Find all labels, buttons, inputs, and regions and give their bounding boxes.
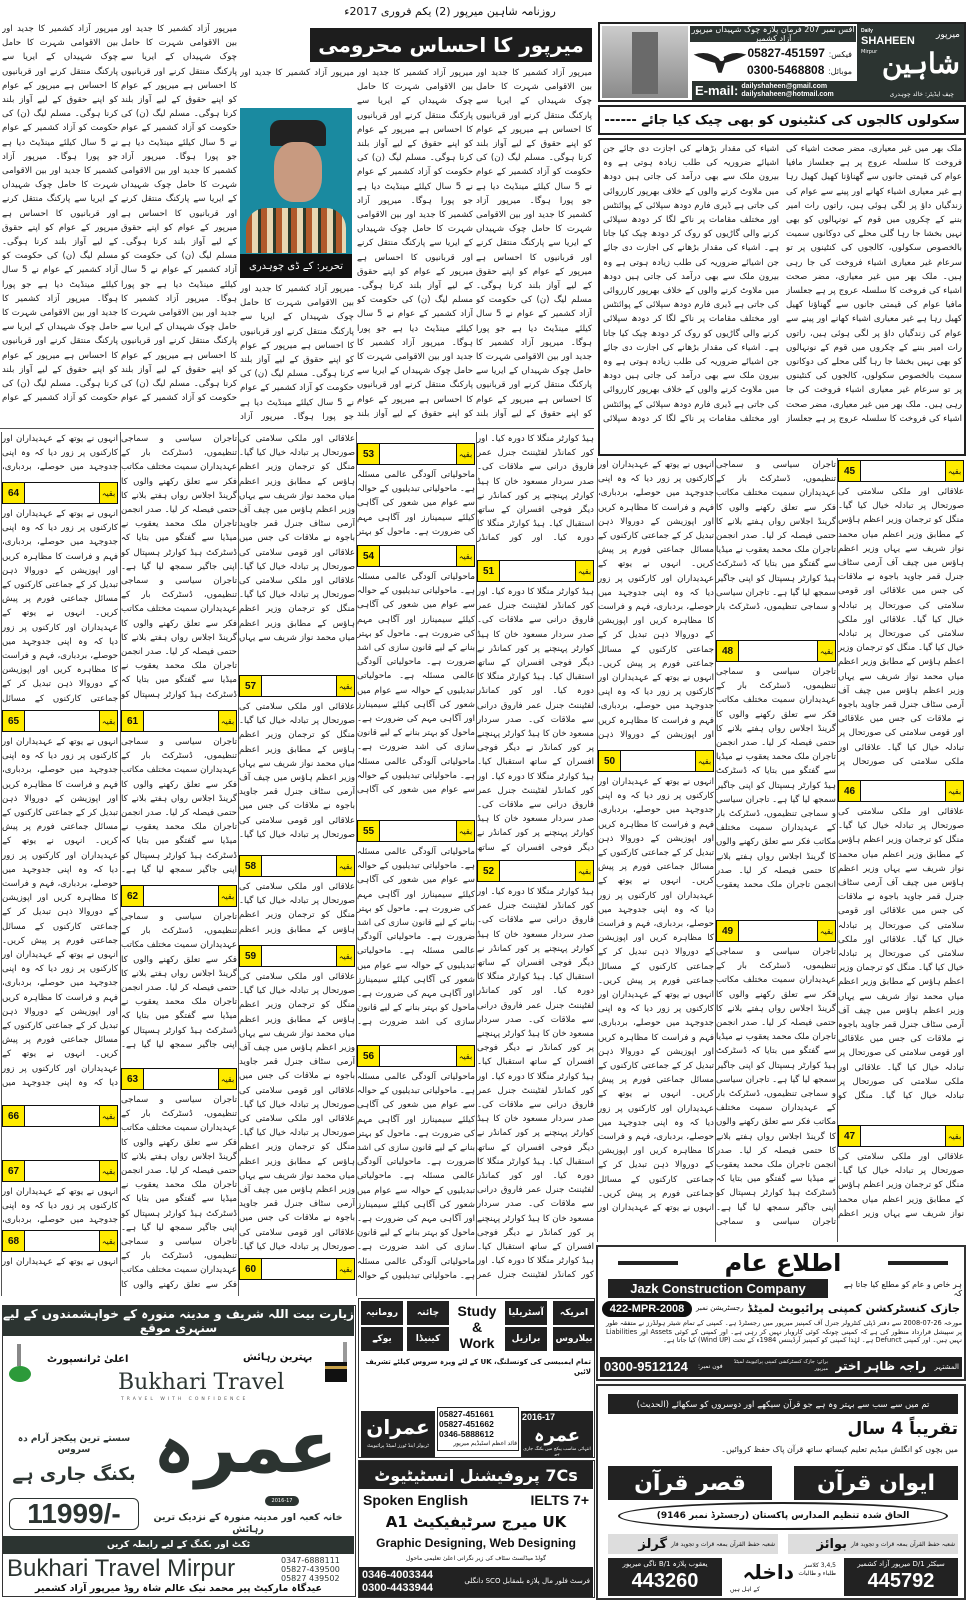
author-photo xyxy=(240,108,352,278)
continued-box[interactable] xyxy=(838,1125,964,1147)
continued-label: بقیہ xyxy=(456,444,474,464)
continued-label: بقیہ xyxy=(575,561,593,581)
feature-column: میرپور آزاد کشمیر کا جدید اور بین الاقوامی شہرت کا حامل چوک شہیداں کے ایریا سے پارکنگ منتقل کرنے اور قربانیوں کا احساس ہے میرپور کے عوام کو اپنے حقوق کے لیے آواز بلند کرنا ہوگی۔ مسلم لیگ (ن) کی حکومت کو آزاد کشمیر کے عوام نے 5 سال کیلئے مینڈیٹ دیا ہے جو پورا ہوگا۔ میرپور آزاد xyxy=(240,284,354,422)
quran-lead: تقریباً 4 سال میں بچوں کو انگلش میڈیم تعلیم کیساتھ ساتھ قرآن پاک حفظ کروائیں۔ xyxy=(721,1419,958,1454)
masthead-logo xyxy=(857,24,964,100)
email-box: E-mail: dailyshaheen@gmail.com dailyshaheen@hotmail.com xyxy=(692,81,860,100)
continued-number: 67 xyxy=(3,1161,25,1181)
girls-section: شعبہ حفظ القرآن بمعہ قرات و تجوید فار گرلز xyxy=(608,1534,778,1554)
country-tile: آسٹریلیا xyxy=(505,1301,547,1325)
sevencs-ad xyxy=(358,1460,595,1598)
continued-box[interactable] xyxy=(477,860,594,882)
reg-number: 422-MPR-2008 xyxy=(602,1301,692,1317)
branch-2: یعقوب پلازہ B/1 ناگی میرپور 443260 xyxy=(608,1558,722,1596)
continued-label: بقیہ xyxy=(575,861,593,881)
continued-box[interactable] xyxy=(121,1068,237,1090)
feature-column: میرپور آزاد کشمیر کا جدید اور بین الاقوامی شہرت کا حامل چوک شہیداں کے ایریا سے پارکنگ منتقل کرنے اور قربانیوں کا احساس ہے میرپور کے عوام کو اپنے حقوق کے لیے آواز بلند کرنا ہوگی۔ مسلم لیگ (ن) کی حکومت کو آزاد کشمیر کے عوام نے 5 سال کیلئے مینڈیٹ دیا ہے جو پورا ہوگا۔ میرپور آزاد کشمیر کا جدید اور بین الاقوامی شہرت کا حامل چوک شہیداں کے ایریا سے پارکنگ منتقل کرنے اور قربانیوں کا احساس ہے میرپور کے عوام کو اپنے حقوق کے لیے آواز بلند کرنا ہوگی۔ مسلم لیگ (ن) کی حکومت کو آزاد کشمیر کے عوام نے 5 سال کیلئے مینڈیٹ دیا ہے جو پورا ہوگا۔ میرپور آزاد کشمیر کا جدید اور بین الاقوامی شہرت کا حامل چوک شہیداں کے ایریا سے پارکنگ منتقل کرنے اور قربانیوں کا احساس ہے میرپور کے عوام کو اپنے حقوق کے لیے آواز بلند xyxy=(357,68,473,419)
continued-box[interactable] xyxy=(716,920,836,942)
continued-label: بقیہ xyxy=(99,711,117,731)
continued-number: 53 xyxy=(358,444,380,464)
news-column: ہیڈ کوارٹر منگلا کا دورہ کیا۔ اور کور کمانڈر لفٹیننٹ جنرل عمر فاروق درانی سے ملاقات کی۔ صدر سردار مسعود خان کا ہیڈ کوارٹر پہنچنے پر کور کمانڈر نے دیگر فوجی افسران کے ساتھ استقبال کیا۔ ہیڈ کوارٹر منگلا کا دورہ کیا۔ اور کور کمانڈر لفٹیننٹ جنرل عمر فاروق درانی سے ملاقات کی۔ صدر سردار مسعود خان کا ہیڈ کوارٹر پہنچنے پر کور کمانڈر نے دیگر فوجی افسران کے ساتھ استقبال کیا۔ ہیڈ کوارٹر منگلا کا دورہ کیا۔ اور کور کمانڈر لفٹیننٹ جنرل عمر فاروق درانی سے ملاقات کی۔ صدر سردار مسعود خان کا ہیڈ کوارٹر پہنچنے پر کور کمانڈر نے دیگر فوجی افسران کے ساتھ xyxy=(477,587,594,853)
kaaba-icon xyxy=(325,1342,351,1382)
news-column: ماحولیاتی آلودگی عالمی مسئلہ ہے۔ ماحولیاتی تبدیلیوں کے حوالہ سے عوام میں شعور کی آگاہی کیلئے سیمینارز اور آگاہی مہم کی ضرورت ہے۔ ماحول کو بہتر بنانے کے لیے قانون سازی کی اشد ضرورت ہے۔ ماحولیاتی آلودگی عالمی مسئلہ ہے۔ ماحولیاتی تبدیلیوں کے حوالہ سے عوام میں شعور کی آگاہی کیلئے سیمینارز اور آگاہی مہم کی ضرورت ہے۔ ماحول کو بہتر بنانے کے لیے قانون سازی کی اشد ضرورت ہے۔ ماحولیاتی آلودگی عالمی مسئلہ ہے۔ ماحولیاتی تبدیلیوں کے حوالہ xyxy=(357,1072,475,1281)
continued-label: بقیہ xyxy=(945,1126,963,1146)
near-haram: خانہ کعبہ اور مدینہ منورہ کے نزدیک ترین رہائش xyxy=(153,1512,343,1535)
affiliation: الحاق شدہ تنظیم المدارس پاکستان (رجسٹرڈ نمبر 9146) xyxy=(618,1502,948,1530)
country-tile: بیلاروس xyxy=(553,1327,595,1351)
continued-box[interactable] xyxy=(716,640,836,662)
branch-1-phone: 445792 xyxy=(867,1570,935,1592)
news-column: تاجران سیاسی و سماجی تنظیموں، ڈسٹرکٹ بار کے عہدیداران سمیت مختلف مکاتب فکر سے تعلق رکھنے والوں کا گرینڈ اجلاس رواں ہفتے بلانے کا حتمی فیصلہ کر لیا۔ صدر انجمن تاجران ملک محمد یعقوب نے میڈیا سے گفتگو میں بتایا کہ ڈسٹرکٹ ہیڈ کوارٹر ہسپتال کو اپنی جاگیر سمجھ لیا گیا ہے۔ تاجران سیاسی و سماجی تنظیموں، ڈسٹرکٹ بار کے عہدیداران سمیت مختلف مکاتب فکر سے تعلق رکھنے والوں کا گرینڈ اجلاس رواں ہفتے بلانے کا حتمی فیصلہ کر لیا۔ صدر انجمن تاجران ملک محمد یعقوب نے میڈیا سے گفتگو میں بتایا کہ ڈسٹرکٹ ہیڈ کوارٹر ہسپتال کو xyxy=(121,434,237,700)
boys-section: شعبہ حفظ القرآن بمعہ قرات و تجوید فار بوائز xyxy=(788,1534,958,1554)
continued-number: 49 xyxy=(717,921,739,941)
country-tile: چائنہ xyxy=(407,1301,449,1325)
country-tile: کینیڈا xyxy=(407,1327,449,1351)
sevencs-line4: Graphic Designing, Web Designing xyxy=(376,1536,576,1550)
continued-number: 68 xyxy=(3,1231,25,1251)
continued-label: بقیہ xyxy=(336,856,354,876)
continued-number: 56 xyxy=(358,1046,380,1066)
continued-label: بقیہ xyxy=(336,946,354,966)
logo-ur: شاہین xyxy=(881,47,960,80)
continued-box[interactable] xyxy=(2,1105,118,1127)
accommodation: بہترین رہائش xyxy=(243,1352,313,1363)
continued-box[interactable] xyxy=(357,545,475,567)
fax-line: فیکس: 05827-451597 xyxy=(747,46,852,60)
continued-box[interactable] xyxy=(357,1045,475,1067)
news-column: تاجران سیاسی و سماجی تنظیموں، ڈسٹرکٹ بار کے عہدیداران سمیت مختلف مکاتب فکر سے تعلق رکھنے والوں کا گرینڈ اجلاس رواں ہفتے بلانے کا حتمی فیصلہ کر لیا۔ صدر انجمن تاجران ملک محمد یعقوب نے میڈیا سے گفتگو میں بتایا کہ ڈسٹرکٹ ہیڈ کوارٹر ہسپتال کو اپنی جاگیر سمجھ لیا گیا ہے۔ تاجران سیاسی و سماجی تنظیموں، ڈسٹرکٹ بار کے عہدیداران سمیت مختلف مکاتب فکر سے تعلق رکھنے والوں کا xyxy=(121,1095,237,1290)
news-column: علاقائی اور ملکی سلامتی کی صورتحال پر تبادلہ خیال کیا گیا۔ منگل کو ترجمان وزیر اعظم ہاؤس کے مطابق وزیر اعظم میاں محمد نواز شریف سے یہاں وزیر اعظم ہاؤس میں چیف آف آرمی سٹاف جنرل قمر جاوید باجوہ نے ملاقات کی جس میں علاقائی اور قومی سلامتی کی صورتحال پر تبادلہ خیال کیا گیا۔ xyxy=(239,702,355,840)
bukhari-logo: Bukhari Travel xyxy=(118,1370,285,1395)
continued-label: بقیہ xyxy=(99,1231,117,1251)
continued-label: بقیہ xyxy=(456,821,474,841)
news-column: ماحولیاتی آلودگی عالمی مسئلہ ہے۔ ماحولیاتی تبدیلیوں کے حوالہ سے عوام میں شعور کی آگاہی کیلئے سیمینارز اور آگاہی مہم کی ضرورت ہے۔ ماحول کو بہتر xyxy=(357,470,475,537)
news-column: انہوں نے یوتھ کے عہدیداران اور کارکنوں پر زور دیا کہ وہ اپنی جدوجہد میں حوصلے، بردباری، فہم و فراست کا مظاہرہ کریں اور اپوزیشن کے دوروالا ذہن تبدیل کر کے جماعتی کارکنوں کے مسائل جماعتی فورم پر پیش کریں۔ انہوں نے یوتھ کے عہدیداران اور کارکنوں پر زور دیا کہ وہ اپنی جدوجہد میں حوصلے، بردباری، فہم و فراست کا مظاہرہ کریں اور اپوزیشن کے دوروالا ذہن تبدیل کر کے جماعتی کارکنوں کے مسائل جماعتی فورم پر پیش کریں۔ انہوں نے یوتھ کے عہدیداران اور کارکنوں پر زور دیا کہ وہ اپنی جدوجہد میں حوصلے، بردباری، فہم و فراست کا مظاہرہ کریں اور اپوزیشن کے دوروالا ذہن تبدیل کر کے جماعتی کارکنوں کے مسائل جماعتی فورم پر پیش کریں۔ انہوں نے یوتھ کے عہدیداران اور کارکنوں پر زور دیا کہ وہ اپنی جدوجہد میں xyxy=(2,737,118,1088)
news-column: تاجران سیاسی و سماجی تنظیموں، ڈسٹرکٹ بار کے عہدیداران سمیت مختلف مکاتب فکر سے تعلق رکھنے والوں کا گرینڈ اجلاس رواں ہفتے بلانے کا حتمی فیصلہ کر لیا۔ صدر انجمن تاجران ملک محمد یعقوب نے میڈیا سے گفتگو میں بتایا کہ ڈسٹرکٹ ہیڈ کوارٹر ہسپتال کو اپنی جاگیر سمجھ لیا گیا ہے۔ تاجران سیاسی و سماجی تنظیموں، ڈسٹرکٹ بار کے عہدیداران سمیت مختلف مکاتب فکر سے تعلق رکھنے والوں کا گرینڈ اجلاس رواں ہفتے بلانے کا حتمی فیصلہ کر لیا۔ صدر انجمن تاجران ملک محمد یعقوب xyxy=(716,667,836,891)
continued-label: بقیہ xyxy=(336,676,354,696)
continued-number: 58 xyxy=(240,856,262,876)
logo-city: Mirpur xyxy=(861,49,878,55)
country-tile: امریکہ xyxy=(553,1301,595,1325)
office-address: آفس نمبر 207 فرمان پلازہ چوک شہیداں میرپور آزاد کشمیر xyxy=(691,25,855,43)
branch-1: سیکٹر D/1 میرپور آزاد کشمیر 445792 xyxy=(844,1558,958,1596)
contact-banner: ٹکٹ اور بکنگ کے لیے رابطہ کریں xyxy=(3,1536,354,1554)
news-column: ہیڈ کوارٹر منگلا کا دورہ کیا۔ اور کور کمانڈر لفٹیننٹ جنرل عمر فاروق درانی سے ملاقات کی۔ صدر سردار مسعود خان کا ہیڈ کوارٹر پہنچنے پر کور کمانڈر نے دیگر فوجی افسران کے ساتھ استقبال کیا۔ ہیڈ کوارٹر منگلا کا دورہ کیا۔ اور کور کمانڈر xyxy=(477,434,594,544)
country-tile: رومانیہ xyxy=(361,1301,403,1325)
continued-number: 57 xyxy=(240,676,262,696)
study-strip: تمام ایمبیسی کی کونسلنگ، UK کے لئے ویزہ سروس کیلئے تشریف لائیں xyxy=(365,1358,591,1376)
advertiser-phone: 0300-9512124 xyxy=(604,1359,688,1374)
boys-label: بوائز xyxy=(816,1536,848,1552)
logo-en: SHAHEEN xyxy=(861,35,915,47)
news-column: انہوں نے یوتھ کے عہدیداران اور کارکنوں پر زور دیا کہ وہ اپنی جدوجہد میں حوصلے، بردباری، xyxy=(2,434,118,473)
imran-brand: عمران ٹریولز اینڈ ٹورز لمیٹڈ پرائیویٹ xyxy=(361,1411,435,1457)
masthead xyxy=(598,22,966,102)
booking-open: بکنگ جاری ہے xyxy=(12,1464,136,1485)
umrah-season: 2016-17 xyxy=(265,1496,299,1506)
hadith-banner: تم میں سے سب سے بہتر وہ ہے جو قرآن سیکھے اور دوسروں کو سکھائے (الحدیث) xyxy=(608,1394,958,1414)
continued-box[interactable] xyxy=(357,820,475,842)
sevencs-note: گولڈ میڈلسٹ سٹاف کی زیر نگرانی اعلیٰ تعلیمی ماحول xyxy=(406,1555,546,1562)
school-name-2: قصر قرآن xyxy=(608,1466,772,1500)
advertiser-name: راجہ ظاہر اختر xyxy=(835,1359,926,1373)
continued-box[interactable] xyxy=(121,710,237,732)
monument-photo xyxy=(602,26,688,98)
news-column: ہیڈ کوارٹر منگلا کا دورہ کیا۔ اور کور کمانڈر لفٹیننٹ جنرل عمر فاروق درانی سے ملاقات کی۔ صدر سردار مسعود خان کا ہیڈ کوارٹر پہنچنے پر کور کمانڈر نے دیگر فوجی افسران کے ساتھ استقبال کیا۔ ہیڈ کوارٹر منگلا کا دورہ کیا۔ اور کور کمانڈر لفٹیننٹ جنرل عمر فاروق درانی سے ملاقات کی۔ صدر سردار مسعود خان کا ہیڈ کوارٹر پہنچنے پر کور کمانڈر نے دیگر فوجی افسران کے ساتھ استقبال کیا۔ ہیڈ کوارٹر منگلا کا دورہ کیا۔ اور کور کمانڈر لفٹیننٹ جنرل عمر فاروق درانی سے ملاقات کی۔ صدر سردار مسعود خان کا ہیڈ کوارٹر پہنچنے پر کور کمانڈر نے دیگر فوجی افسران کے ساتھ استقبال کیا۔ ہیڈ کوارٹر منگلا کا دورہ کیا۔ اور کور کمانڈر لفٹیننٹ جنرل عمر فاروق درانی سے ملاقات کی۔ صدر سردار مسعود خان کا ہیڈ کوارٹر پہنچنے پر کور کمانڈر نے دیگر فوجی افسران کے ساتھ استقبال کیا۔ ہیڈ کوارٹر منگلا کا دورہ کیا۔ اور کور کمانڈر لفٹیننٹ جنرل عمر xyxy=(477,887,594,1281)
news-column: علاقائی اور ملکی سلامتی کی صورتحال پر تبادلہ خیال کیا گیا۔ منگل کو ترجمان وزیر اعظم ہاؤس کے مطابق وزیر اعظم میاں محمد نواز شریف سے یہاں وزیر اعظم ہاؤس میں چیف آف آرمی سٹاف جنرل قمر جاوید باجوہ نے ملاقات کی جس میں علاقائی اور قومی سلامتی کی صورتحال پر تبادلہ خیال کیا گیا۔ علاقائی اور ملکی سلامتی کی صورتحال پر تبادلہ خیال کیا گیا۔ منگل کو ترجمان وزیر اعظم ہاؤس کے مطابق وزیر اعظم میاں محمد نواز شریف سے یہاں وزیر اعظم ہاؤس میں چیف آف آرمی سٹاف جنرل قمر جاوید باجوہ نے ملاقات کی جس میں علاقائی اور قومی سلامتی کی صورتحال پر تبادلہ خیال کیا گیا۔ علاقائی اور ملکی سلامتی کی صورتحال پر تبادلہ خیال کیا گیا۔ منگل کو xyxy=(838,807,964,1102)
continued-box[interactable] xyxy=(121,885,237,907)
continued-label: بقیہ xyxy=(218,711,236,731)
continued-label: بقیہ xyxy=(945,461,963,481)
continued-number: 45 xyxy=(839,461,861,481)
news-column: ماحولیاتی آلودگی عالمی مسئلہ ہے۔ ماحولیاتی تبدیلیوں کے حوالہ سے عوام میں شعور کی آگاہی کیلئے سیمینارز اور آگاہی مہم کی ضرورت ہے۔ ماحول کو بہتر بنانے کے لیے قانون سازی کی اشد ضرورت ہے۔ ماحولیاتی آلودگی عالمی مسئلہ ہے۔ ماحولیاتی تبدیلیوں کے حوالہ سے عوام میں شعور کی آگاہی کیلئے سیمینارز اور آگاہی مہم کی ضرورت ہے۔ ماحول کو بہتر بنانے کے لیے قانون سازی کی اشد ضرورت ہے۔ xyxy=(357,847,475,1028)
sevencs-line1: Spoken English IELTS 7+ xyxy=(363,1492,589,1508)
continued-box[interactable] xyxy=(2,1230,118,1252)
continued-box[interactable] xyxy=(239,1258,355,1280)
continued-label: بقیہ xyxy=(218,1069,236,1089)
bukhari-tagline: TRAVEL WITH CONFIDENCE xyxy=(121,1397,249,1402)
continued-label: بقیہ xyxy=(945,781,963,801)
continued-box[interactable] xyxy=(838,780,964,802)
logo-daily: Daily xyxy=(861,28,873,34)
reg-label: رجسٹریشن نمبر xyxy=(696,1304,744,1312)
sevencs-title: 7Cs پروفیشنل انسٹیٹیوٹ xyxy=(359,1461,593,1489)
umrah-travel-ad xyxy=(2,1305,356,1597)
news-column: انہوں نے یوتھ کے عہدیداران اور کارکنوں پر زور دیا کہ وہ اپنی جدوجہد میں حوصلے، بردباری، xyxy=(2,1187,118,1226)
continued-number: 50 xyxy=(599,751,621,771)
admission: داخلہ 3,4,5 کلاسز طلباء و طالبات کے اہل ہیں xyxy=(730,1560,836,1593)
study-work-label: Study & Work xyxy=(457,1303,497,1351)
branch-2-phone: 443260 xyxy=(631,1570,699,1592)
umrah-title: عمرہ xyxy=(153,1405,338,1489)
news-column: انہوں نے یوتھ کے عہدیداران اور کارکنوں پر زور دیا کہ وہ اپنی جدوجہد میں حوصلے، بردباری، فہم و فراست کا مظاہرہ کریں اور اپوزیشن کے دوروالا ذہن تبدیل کر کے جماعتی کارکنوں کے مسائل جماعتی فورم پر پیش کریں۔ انہوں نے یوتھ کے عہدیداران اور کارکنوں پر زور دیا کہ وہ اپنی جدوجہد میں حوصلے، بردباری، فہم و فراست کا مظاہرہ کریں اور اپوزیشن کے دوروالا ذہن تبدیل کر کے جماعتی کارکنوں کے مسائل جماعتی فورم پر پیش کریں۔ انہوں نے یوتھ کے عہدیداران اور کارکنوں پر زور دیا کہ وہ اپنی جدوجہد میں حوصلے، بردباری، فہم و فراست کا مظاہرہ کریں اور اپوزیشن کے دوروالا ذہن xyxy=(598,460,714,740)
continued-number: 64 xyxy=(3,483,25,503)
editorial-column-left: اشیاء کی مقدار بڑھانے کی اجازت دی جائے جن اشیائے ضروریہ کی طلب زیادہ ہوتی ہے وہ بیرون ملک سے بھی درآمد کی جاتی ہیں دودھ میں ملاوٹ کرنے والوں کے خلاف بھرپور کارروائی کی جاتی ہے ڈیری فارم دودھ سپلائی کے پوائنٹس اور مختلف مقامات پر ناکے لگا کر دودھ سپلائی کرنے والی گاڑیوں کو روک کر دودھ چیک کیا جاتا ہے۔ اشیاء کی مقدار بڑھانے کی اجازت دی جائے جن اشیائے ضروریہ کی طلب زیادہ ہوتی ہے وہ بیرون ملک سے بھی درآمد کی جاتی ہیں دودھ میں ملاوٹ کرنے والوں کے خلاف بھرپور کارروائی کی جاتی ہے ڈیری فارم دودھ سپلائی کے پوائنٹس اور مختلف مقامات پر ناکے لگا کر دودھ سپلائی کرنے والی گاڑیوں کو روک کر دودھ چیک کیا جاتا ہے۔ اشیاء کی مقدار بڑھانے کی اجازت دی جائے جن اشیائے ضروریہ کی طلب زیادہ ہوتی ہے وہ بیرون ملک سے بھی درآمد کی جاتی ہیں دودھ میں ملاوٹ کرنے والوں کے خلاف بھرپور کارروائی کی جاتی ہے ڈیری فارم دودھ سپلائی کے پوائنٹس اور مختلف مقامات پر ناکے لگا کر دودھ سپلائی xyxy=(603,144,779,424)
continued-number: 61 xyxy=(122,711,144,731)
notice-intro: ہر خاص و عام کو مطلع کیا جاتا ہے کہ xyxy=(843,1280,962,1298)
continued-box[interactable] xyxy=(2,1160,118,1182)
feature-title: میرپور کا احساس محرومی xyxy=(310,28,592,62)
news-column: انہوں نے یوتھ کے عہدیداران اور کارکنوں پر زور دیا کہ وہ اپنی جدوجہد میں حوصلے، بردباری، فہم و فراست کا مظاہرہ کریں اور اپوزیشن کے دوروالا ذہن تبدیل کر کے جماعتی کارکنوں کے مسائل جماعتی فورم پر پیش کریں۔ انہوں نے یوتھ کے عہدیداران اور کارکنوں پر زور دیا کہ وہ اپنی جدوجہد میں حوصلے، بردباری، فہم و فراست کا مظاہرہ کریں اور اپوزیشن کے دوروالا ذہن تبدیل کر کے جماعتی کارکنوں کے مسائل جماعتی فورم پر پیش کریں۔ انہوں نے یوتھ کے عہدیداران اور کارکنوں پر زور دیا کہ وہ اپنی جدوجہد میں حوصلے، بردباری، فہم و فراست کا مظاہرہ کریں اور اپوزیشن کے دوروالا ذہن تبدیل کر کے جماعتی کارکنوں کے مسائل جماعتی فورم پر پیش کریں۔ انہوں نے یوتھ کے عہدیداران اور کارکنوں پر زور دیا کہ وہ اپنی جدوجہد میں حوصلے، بردباری، فہم و فراست کا مظاہرہ کریں اور اپوزیشن کے دوروالا ذہن تبدیل کر کے جماعتی کارکنوں کے مسائل جماعتی فورم پر پیش کریں۔ انہوں نے یوتھ کے عہدیداران اور xyxy=(598,777,714,1214)
continued-box[interactable] xyxy=(598,750,714,772)
continued-label: بقیہ xyxy=(336,1259,354,1279)
school-name-1: ایوان قرآن xyxy=(794,1466,958,1500)
news-column: علاقائی اور ملکی سلامتی کی صورتحال پر تبادلہ خیال کیا گیا۔ منگل کو ترجمان وزیر اعظم ہاؤس کے مطابق وزیر اعظم میاں محمد نواز شریف سے یہاں وزیر اعظم ہاؤس میں چیف آف آرمی سٹاف جنرل قمر جاوید باجوہ نے ملاقات کی جس میں علاقائی اور قومی سلامتی کی صورتحال پر تبادلہ خیال کیا گیا۔ علاقائی اور ملکی سلامتی کی صورتحال پر تبادلہ خیال کیا گیا۔ منگل کو ترجمان وزیر اعظم ہاؤس کے مطابق وزیر اعظم میاں محمد نواز شریف سے یہاں وزیر اعظم ہاؤس میں چیف آف آرمی سٹاف جنرل قمر جاوید باجوہ نے ملاقات کی جس میں علاقائی اور قومی سلامتی کی صورتحال پر تبادلہ خیال کیا گیا۔ علاقائی اور ملکی سلامتی کی صورتحال پر xyxy=(838,487,964,767)
continued-number: 63 xyxy=(122,1069,144,1089)
eagle-logo-icon xyxy=(692,46,748,78)
umrah-banner: زیارت بیت اللہ شریف و مدینہ منورہ کے خواہشمندوں کے لیے سنہری موقع xyxy=(3,1307,354,1335)
public-notice-ad xyxy=(596,1245,966,1381)
continued-box[interactable] xyxy=(239,855,355,877)
advertiser-bar: 0300-9512124 فون نمبر: برائے: جازک کنسٹرکشن کمپنی پرائیویٹ لمیٹڈ میرپور راجہ ظاہر اختر المشتہر xyxy=(600,1357,962,1377)
news-column: انہوں نے یوتھ کے عہدیداران اور xyxy=(2,1257,118,1267)
news-column: تاجران سیاسی و سماجی تنظیموں، ڈسٹرکٹ بار کے عہدیداران سمیت مختلف مکاتب فکر سے تعلق رکھنے والوں کا گرینڈ اجلاس رواں ہفتے بلانے کا حتمی فیصلہ کر لیا۔ صدر انجمن تاجران ملک محمد یعقوب نے میڈیا سے گفتگو میں بتایا کہ ڈسٹرکٹ ہیڈ کوارٹر ہسپتال کو اپنی جاگیر سمجھ لیا گیا ہے۔ xyxy=(121,737,237,875)
country-tile: برازیل xyxy=(505,1327,547,1351)
bukhari-office: Bukhari Travel Mirpur xyxy=(7,1555,236,1582)
continued-box[interactable] xyxy=(2,710,118,732)
girls-label: گرلز xyxy=(638,1536,668,1552)
news-column: تاجران سیاسی و سماجی تنظیموں، ڈسٹرکٹ بار کے عہدیداران سمیت مختلف مکاتب فکر سے تعلق رکھنے والوں کا گرینڈ اجلاس رواں ہفتے بلانے کا حتمی فیصلہ کر لیا۔ صدر انجمن تاجران ملک محمد یعقوب نے میڈیا سے گفتگو میں بتایا کہ ڈسٹرکٹ ہیڈ کوارٹر ہسپتال کو اپنی جاگیر سمجھ لیا گیا ہے۔ تاجران سیاسی و سماجی تنظیموں، ڈسٹرکٹ بار xyxy=(716,460,836,613)
umrah-address: عیدگاہ مارکیٹ پیر محمد نیک عالم شاہ روڈ میرپور آزاد کشمیر xyxy=(34,1583,323,1594)
logo-ur-city: میرپور xyxy=(935,30,960,40)
notice-body: مورخہ 26-07-2008 سے دفتر ڈپٹی کنٹرولر جنرل آف کمپنیز میرپور میں رجسٹرڈ ہے۔ کمپنی کے تمام شیئر ہولڈرز نے متفقہ طور پر سپیشل قرارداد منظور کی ہے کہ کمپنی چونکہ کوئی کاروبار نہیں کر رہی ہے۔ اور کمپنی کے کوئی Assets اور Liabilities نہیں ہیں۔ اور کمپنی Defunct ہے۔ لہٰذا کمپنی کو کمپنیز آرڈیننس 1984ء کے تحت (Wind UP) کیا جاتا ہے۔ xyxy=(606,1319,962,1344)
sevencs-line3: UK میرج سرٹیفیکیٹ A1 xyxy=(385,1513,567,1531)
email-hotmail: dailyshaheen@hotmail.com xyxy=(741,90,834,98)
mobile-number: 0300-5468808 xyxy=(746,63,825,77)
study-work-ad xyxy=(358,1298,595,1458)
continued-label: بقیہ xyxy=(99,483,117,503)
continued-label: بقیہ xyxy=(99,1161,117,1181)
quran-school-ad xyxy=(596,1384,966,1600)
news-column: علاقائی اور ملکی سلامتی کی صورتحال پر تبادلہ خیال کیا گیا۔ منگل کو ترجمان وزیر اعظم ہاؤس کے مطابق وزیر اعظم میاں محمد نواز شریف سے یہاں وزیر اعظم ہاؤس میں چیف آف آرمی سٹاف جنرل قمر جاوید باجوہ نے ملاقات کی جس میں علاقائی اور قومی سلامتی کی صورتحال پر تبادلہ خیال کیا گیا۔ علاقائی اور ملکی سلامتی کی صورتحال پر تبادلہ خیال کیا گیا۔ منگل کو ترجمان وزیر اعظم ہاؤس کے مطابق وزیر اعظم میاں محمد نواز شریف سے یہاں xyxy=(239,434,355,643)
transport: اعلیٰ ٹرانسپورٹ xyxy=(47,1354,129,1365)
continued-label: بقیہ xyxy=(817,641,835,661)
continued-label: بقیہ xyxy=(456,546,474,566)
news-column: تاجران سیاسی و سماجی تنظیموں، ڈسٹرکٹ بار کے عہدیداران سمیت مختلف مکاتب فکر سے تعلق رکھنے والوں کا گرینڈ اجلاس رواں ہفتے بلانے کا حتمی فیصلہ کر لیا۔ صدر انجمن تاجران ملک محمد یعقوب نے میڈیا سے گفتگو میں بتایا کہ ڈسٹرکٹ ہیڈ کوارٹر ہسپتال کو اپنی جاگیر سمجھ لیا گیا ہے۔ تاجران سیاسی و سماجی تنظیموں، ڈسٹرکٹ بار کے عہدیداران سمیت مختلف مکاتب فکر سے تعلق رکھنے والوں کا گرینڈ اجلاس رواں ہفتے بلانے کا حتمی فیصلہ کر لیا۔ صدر انجمن تاجران ملک محمد یعقوب نے میڈیا سے گفتگو میں بتایا کہ ڈسٹرکٹ ہیڈ کوارٹر ہسپتال کو اپنی جاگیر سمجھ لیا گیا ہے۔ تاجران سیاسی و سماجی xyxy=(716,947,836,1227)
continued-box[interactable] xyxy=(477,560,594,582)
continued-label: بقیہ xyxy=(99,1106,117,1126)
feature-column: میرپور آزاد کشمیر کا جدید اور بین الاقوامی شہرت کا حامل چوک شہیداں کے ایریا سے پارکنگ منتقل کرنے اور قربانیوں کا احساس ہے میرپور کے عوام کو اپنے حقوق کے لیے آواز بلند کرنا ہوگی۔ مسلم لیگ (ن) کی حکومت کو آزاد کشمیر کے عوام نے 5 سال کیلئے مینڈیٹ دیا ہے جو پورا ہوگا۔ میرپور آزاد کشمیر کا جدید اور بین الاقوامی شہرت کا حامل چوک شہیداں کے ایریا سے پارکنگ منتقل کرنے اور قربانیوں کا احساس ہے میرپور کے عوام کو اپنے حقوق کے لیے آواز بلند کرنا ہوگی۔ مسلم لیگ (ن) کی حکومت کو آزاد کشمیر کے عوام نے 5 سال کیلئے مینڈیٹ دیا ہے جو پورا ہوگا۔ میرپور آزاد کشمیر کا جدید اور بین الاقوامی شہرت کا حامل چوک شہیداں کے ایریا سے پارکنگ منتقل کرنے اور قربانیوں کا احساس ہے میرپور کے عوام کو اپنے حقوق کے لیے آواز بلند کرنا ہوگی۔ مسلم لیگ (ن) کی حکومت کو آزاد کشمیر کے عوام xyxy=(2,24,118,404)
continued-label: بقیہ xyxy=(218,886,236,906)
continued-number: 48 xyxy=(717,641,739,661)
continued-number: 66 xyxy=(3,1106,25,1126)
feature-column: میرپور آزاد کشمیر کا جدید اور بین الاقوامی شہرت کا حامل چوک شہیداں کے ایریا سے پارکنگ منتقل کرنے اور قربانیوں کا احساس ہے میرپور کے عوام کو اپنے حقوق کے لیے آواز بلند کرنا ہوگی۔ مسلم لیگ (ن) کی حکومت کو آزاد کشمیر کے عوام نے 5 سال کیلئے مینڈیٹ دیا ہے جو پورا ہوگا۔ میرپور آزاد کشمیر کا جدید اور بین الاقوامی شہرت کا حامل چوک شہیداں کے ایریا سے پارکنگ منتقل کرنے اور قربانیوں کا احساس ہے میرپور کے عوام کو اپنے حقوق کے لیے آواز بلند کرنا ہوگی۔ مسلم لیگ (ن) کی حکومت کو آزاد کشمیر کے عوام نے 5 سال کیلئے مینڈیٹ دیا ہے جو پورا ہوگا۔ میرپور آزاد کشمیر کا جدید اور بین الاقوامی شہرت کا حامل چوک شہیداں کے ایریا سے پارکنگ منتقل کرنے اور قربانیوں کا احساس ہے میرپور کے عوام کو اپنے حقوق کے لیے آواز بلند xyxy=(476,68,592,419)
continued-label: بقیہ xyxy=(817,921,835,941)
news-column: علاقائی اور ملکی سلامتی کی صورتحال پر تبادلہ خیال کیا گیا۔ منگل کو ترجمان وزیر اعظم ہاؤس کے مطابق وزیر اعظم میاں محمد نواز شریف سے یہاں وزیر اعظم xyxy=(838,1152,964,1219)
chief-editor: چیف ایڈیٹر: خالد چوہدری xyxy=(889,91,954,98)
company-ur: جازک کنسٹرکشن کمپنی پرائیویٹ لمیٹڈ xyxy=(747,1302,960,1315)
continued-box[interactable] xyxy=(2,482,118,504)
continued-number: 51 xyxy=(478,561,500,581)
study-umrah: 2016-17 عمرہ انتہائی مناسب پیکج میں بکنگ جاری ہے xyxy=(521,1411,593,1457)
author-byline: تحریر: کے ڈی چوہدری xyxy=(240,254,352,278)
feature-column: میرپور آزاد کشمیر کا جدید اور بین الاقوامی شہرت کا حامل چوک شہیداں کے ایریا سے پارکنگ منتقل کرنے اور قربانیوں کا احساس ہے میرپور کے عوام کو اپنے حقوق کے لیے آواز بلند کرنا ہوگی۔ مسلم لیگ (ن) کی حکومت کو آزاد کشمیر کے عوام نے 5 سال کیلئے مینڈیٹ دیا ہے جو پورا ہوگا۔ میرپور آزاد کشمیر کا جدید اور بین الاقوامی شہرت کا حامل چوک شہیداں کے ایریا سے پارکنگ منتقل کرنے اور قربانیوں کا احساس ہے میرپور کے عوام کو اپنے حقوق کے لیے آواز بلند کرنا ہوگی۔ مسلم لیگ (ن) کی حکومت کو آزاد کشمیر کے عوام نے 5 سال کیلئے مینڈیٹ دیا ہے جو پورا ہوگا۔ میرپور آزاد کشمیر کا جدید اور بین الاقوامی شہرت کا حامل چوک شہیداں کے ایریا سے پارکنگ منتقل کرنے اور قربانیوں کا احساس ہے میرپور کے عوام کو اپنے حقوق کے لیے آواز بلند کرنا ہوگی۔ مسلم لیگ (ن) کی حکومت کو آزاد کشمیر کے عوام xyxy=(121,24,237,404)
umrah-phones: 0347-6888111 05827-439500 05827 439502 xyxy=(281,1556,340,1583)
editorial-column-right: ملک بھر میں غیر معیاری، مضر صحت اشیاء کی فروخت کا سلسلہ عروج پر ہے جعلساز مافیا عوام کی قیمتی جانوں سے گھناؤنا کھیل کھیل رہا ہے غیر معیاری اشیاء کھانے اور پینے سے عوام کی زندگیاں داؤ پر لگی ہوئی ہیں، راتوں رات امیر بننے کے چکروں میں قوم کے نونہالوں کو بھی نہیں بخشا جا رہا گلی محلے کی دوکانوں سمیت بالخصوص سکولوں، کالجوں کی کنٹینوں پر تو سرعام غیر معیاری اشیاء فروخت کی جا رہی ہیں۔ ملک بھر میں غیر معیاری، مضر صحت اشیاء کی فروخت کا سلسلہ عروج پر ہے جعلساز مافیا عوام کی قیمتی جانوں سے گھناؤنا کھیل کھیل رہا ہے غیر معیاری اشیاء کھانے اور پینے سے عوام کی زندگیاں داؤ پر لگی ہوئی ہیں، راتوں رات امیر بننے کے چکروں میں قوم کے نونہالوں کو بھی نہیں بخشا جا رہا گلی محلے کی دوکانوں سمیت بالخصوص سکولوں، کالجوں کی کنٹینوں پر تو سرعام غیر معیاری اشیاء فروخت کی جا رہی ہیں۔ ملک بھر میں غیر معیاری، مضر صحت اشیاء کی فروخت کا سلسلہ عروج پر ہے جعلساز xyxy=(786,144,962,424)
study-phones: 05827-451661 05827-451662 0346-5888612 قائد اعظم اسٹیڈیم میرپور xyxy=(437,1407,519,1451)
notice-title: اطلاع عام xyxy=(724,1249,842,1277)
continued-box[interactable] xyxy=(239,945,355,967)
continued-box[interactable] xyxy=(357,443,475,465)
continued-number: 59 xyxy=(240,946,262,966)
continued-label: بقیہ xyxy=(456,1046,474,1066)
cheap-packages: سستے ترین پیکجز آرام دہ سروس xyxy=(17,1434,131,1455)
email-gmail: dailyshaheen@gmail.com xyxy=(741,82,828,90)
continued-number: 60 xyxy=(240,1259,262,1279)
umrah-price: 11999/- xyxy=(9,1498,139,1530)
fax-number: 05827-451597 xyxy=(747,46,825,60)
continued-number: 65 xyxy=(3,711,25,731)
continued-number: 54 xyxy=(358,546,380,566)
feature-column: میرپور آزاد کشمیر کا جدید اور xyxy=(240,68,354,78)
continued-box[interactable] xyxy=(838,460,964,482)
continued-number: 52 xyxy=(478,861,500,881)
continued-number: 46 xyxy=(839,781,861,801)
news-column: انہوں نے یوتھ کے عہدیداران اور کارکنوں پر زور دیا کہ وہ اپنی جدوجہد میں حوصلے، بردباری، فہم و فراست کا مظاہرہ کریں اور اپوزیشن کے دوروالا ذہن تبدیل کر کے جماعتی کارکنوں کے مسائل جماعتی فورم پر پیش کریں۔ انہوں نے یوتھ کے عہدیداران اور کارکنوں پر زور دیا کہ وہ اپنی جدوجہد میں حوصلے، بردباری، فہم و فراست کا مظاہرہ کریں اور اپوزیشن کے دوروالا ذہن تبدیل کر کے جماعتی کارکنوں کے مسائل xyxy=(2,509,118,704)
news-column: تاجران سیاسی و سماجی تنظیموں، ڈسٹرکٹ بار کے عہدیداران سمیت مختلف مکاتب فکر سے تعلق رکھنے والوں کا گرینڈ اجلاس رواں ہفتے بلانے کا حتمی فیصلہ کر لیا۔ صدر انجمن تاجران ملک محمد یعقوب نے میڈیا سے گفتگو میں بتایا کہ ڈسٹرکٹ ہیڈ کوارٹر ہسپتال کو اپنی جاگیر سمجھ لیا گیا ہے۔ xyxy=(121,912,237,1050)
country-tile: یوکے xyxy=(361,1327,403,1351)
dateline: روزنامہ شاہین میرپور (2) یکم فروری 2017ء xyxy=(344,4,556,18)
sevencs-footer: 0346-4003344 0300-4433944 فرسٹ فلور مال پلازہ بلمقابل SCO دانگلی xyxy=(359,1567,593,1597)
news-column: علاقائی اور ملکی سلامتی کی صورتحال پر تبادلہ خیال کیا گیا۔ منگل کو ترجمان وزیر اعظم ہاؤس کے مطابق وزیر اعظم میاں محمد نواز شریف سے یہاں وزیر اعظم ہاؤس میں چیف آف آرمی سٹاف جنرل قمر جاوید باجوہ نے ملاقات کی جس میں علاقائی اور قومی سلامتی کی صورتحال پر تبادلہ خیال کیا گیا۔ علاقائی اور ملکی سلامتی کی صورتحال پر تبادلہ خیال کیا گیا۔ منگل کو ترجمان وزیر اعظم ہاؤس کے مطابق وزیر اعظم میاں محمد نواز شریف سے یہاں وزیر اعظم ہاؤس میں چیف آف آرمی سٹاف جنرل قمر جاوید باجوہ نے ملاقات کی جس میں علاقائی اور قومی سلامتی کی صورتحال پر تبادلہ خیال کیا گیا۔ xyxy=(239,972,355,1252)
continued-label: بقیہ xyxy=(695,751,713,771)
company-en: Jazk Construction Company xyxy=(608,1279,828,1298)
continued-number: 62 xyxy=(122,886,144,906)
news-column: ماحولیاتی آلودگی عالمی مسئلہ ہے۔ ماحولیاتی تبدیلیوں کے حوالہ سے عوام میں شعور کی آگاہی کیلئے سیمینارز اور آگاہی مہم کی ضرورت ہے۔ ماحول کو بہتر بنانے کے لیے قانون سازی کی اشد ضرورت ہے۔ ماحولیاتی آلودگی عالمی مسئلہ ہے۔ ماحولیاتی تبدیلیوں کے حوالہ سے عوام میں شعور کی آگاہی کیلئے سیمینارز اور آگاہی مہم کی ضرورت ہے۔ ماحول کو بہتر بنانے کے لیے قانون سازی کی اشد ضرورت ہے۔ ماحولیاتی آلودگی عالمی مسئلہ ہے۔ ماحولیاتی تبدیلیوں کے حوالہ سے عوام میں شعور کی آگاہی xyxy=(357,572,475,796)
editorial-headline: سکولوں کالجوں کی کنٹینوں کو بھی چیک کیا جائے ------ xyxy=(598,105,966,135)
continued-box[interactable] xyxy=(239,675,355,697)
continued-number: 55 xyxy=(358,821,380,841)
news-column: علاقائی اور ملکی سلامتی کی صورتحال پر تبادلہ خیال کیا گیا۔ منگل کو ترجمان وزیر اعظم ہاؤس کے مطابق وزیر اعظم xyxy=(239,882,355,935)
mobile-line: موبائل: 0300-5468808 xyxy=(746,63,852,77)
green-dome-icon xyxy=(9,1344,31,1382)
continued-number: 47 xyxy=(839,1126,861,1146)
